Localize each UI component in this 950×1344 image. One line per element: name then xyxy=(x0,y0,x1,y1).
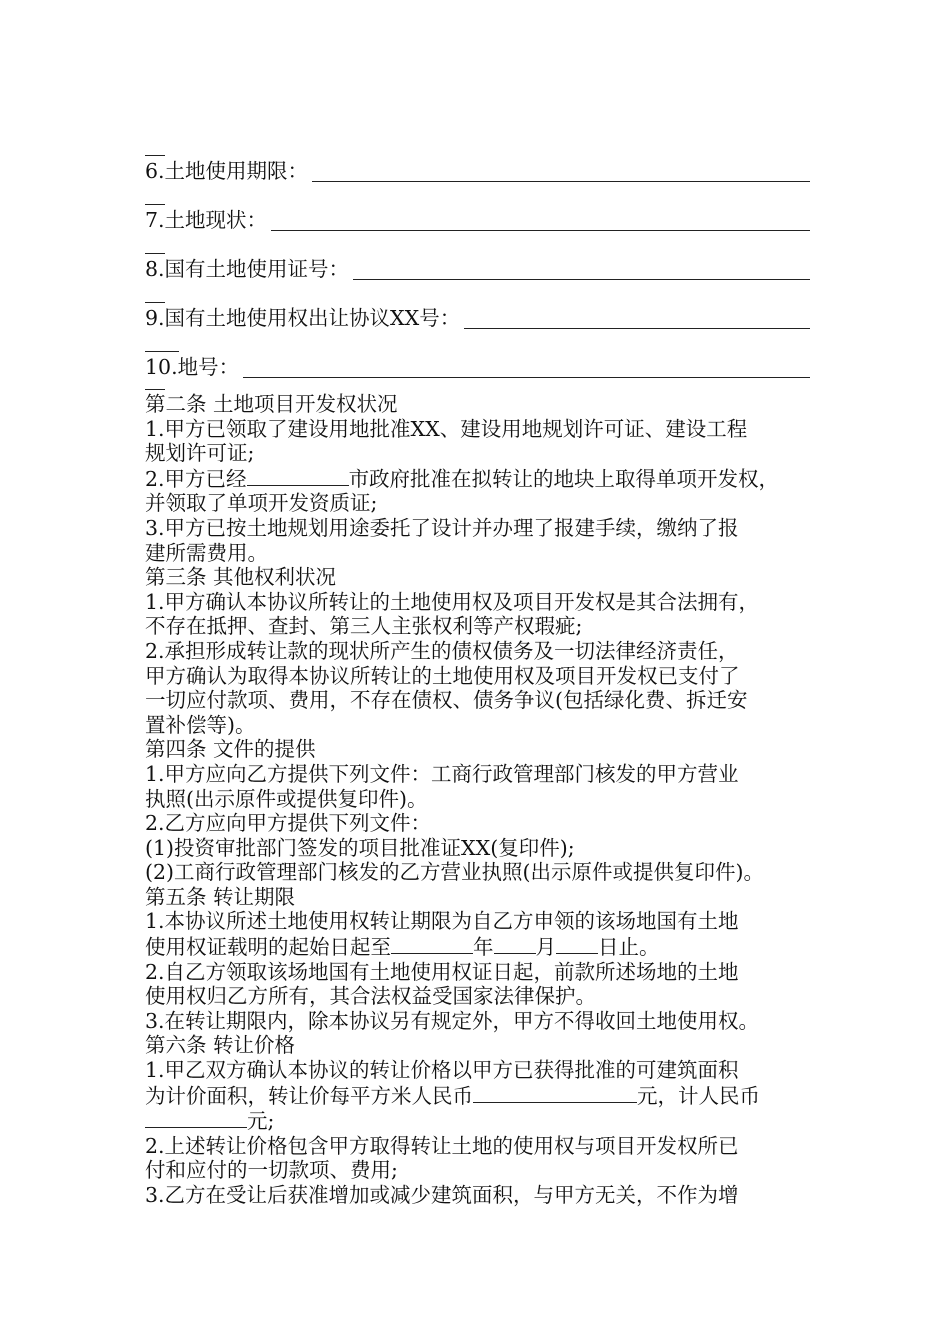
field-label: 9.国有土地使用权出让协议XX号： xyxy=(145,306,461,331)
fill-in-blank[interactable] xyxy=(353,278,810,280)
article-3-line: 2.承担形成转让款的现状所产生的债权债务及一切法律经济责任， xyxy=(145,638,739,663)
article-6-line: 付和应付的一切款项、费用; xyxy=(145,1158,398,1183)
wrapped-underline-stub xyxy=(145,138,165,156)
article-5-line: 2.自乙方领取该场地国有土地使用权证日起，前款所述场地的土地 xyxy=(145,959,739,984)
article-2-line: 并领取了单项开发资质证; xyxy=(145,491,378,516)
text-segment: 为计价面积，转让价每平方米人民币 xyxy=(145,1083,473,1108)
article-5-line: 3.在转让期限内，除本协议另有规定外，甲方不得收回土地使用权。 xyxy=(145,1008,760,1033)
article-3-line: 甲方确认为取得本协议所转让的土地使用权及项目开发权已支付了 xyxy=(145,663,740,688)
article-4-line: 2.乙方应向甲方提供下列文件： xyxy=(145,811,432,836)
article-4-line: 执照(出示原件或提供复印件)。 xyxy=(145,786,428,811)
article-2-heading: 第二条 土地项目开发权状况 xyxy=(145,392,398,416)
article-3-line: 不存在抵押、查封、第三人主张权利等产权瑕疵; xyxy=(145,614,583,639)
article-6-line xyxy=(145,1108,810,1134)
month-blank[interactable] xyxy=(494,934,536,954)
field-lot-no xyxy=(145,334,810,386)
article-4-heading: 第四条 文件的提供 xyxy=(145,737,316,762)
field-land-use-term xyxy=(145,138,810,187)
field-grant-agreement-no xyxy=(145,285,810,334)
text-segment: 市政府批准在拟转让的地块上取得单项开发权， xyxy=(348,466,780,491)
article-2-line xyxy=(145,466,810,492)
article-2-line: 1.甲方已领取了建设用地批准XX、建设用地规划许可证、建设工程 xyxy=(145,416,748,441)
article-6-line: 1.甲乙双方确认本协议的转让价格以甲方已获得批准的可建筑面积 xyxy=(145,1058,739,1083)
wrapped-underline-stub xyxy=(145,187,165,205)
year-blank[interactable] xyxy=(391,934,473,954)
article-6-heading: 第六条 转让价格 xyxy=(145,1033,296,1058)
text-segment: 日止。 xyxy=(598,935,660,960)
text-segment: 2.甲方已经 xyxy=(145,466,247,491)
price-per-sqm-blank[interactable] xyxy=(473,1083,637,1103)
contract-body xyxy=(145,138,810,1208)
article-2-line: 规划许可证; xyxy=(145,441,255,466)
wrapped-underline-stub xyxy=(145,285,165,303)
field-land-certificate-no xyxy=(145,236,810,285)
field-label: 8.国有土地使用证号： xyxy=(145,257,350,282)
fill-in-blank[interactable] xyxy=(271,229,810,231)
article-4-line: 1.甲方应向乙方提供下列文件：工商行政管理部门核发的甲方营业 xyxy=(145,761,739,786)
total-price-blank[interactable] xyxy=(145,1108,247,1128)
article-3-line: 1.甲方确认本协议所转让的土地使用权及项目开发权是其合法拥有， xyxy=(145,589,760,614)
article-5-line xyxy=(145,934,810,960)
text-segment: 月 xyxy=(535,935,556,960)
fill-in-blank[interactable] xyxy=(464,327,810,329)
text-segment: 年 xyxy=(473,935,494,960)
field-label: 6.土地使用期限： xyxy=(145,159,309,184)
article-2-line: 3.甲方已按土地规划用途委托了设计并办理了报建手续，缴纳了报 xyxy=(145,515,739,540)
wrapped-underline-stub xyxy=(145,334,179,352)
article-5-line: 使用权归乙方所有，其合法权益受国家法律保护。 xyxy=(145,984,596,1009)
article-6-line: 3.乙方在受让后获准增加或减少建筑面积，与甲方无关，不作为增 xyxy=(145,1183,739,1207)
field-label: 7.土地现状： xyxy=(145,208,268,233)
field-land-status xyxy=(145,187,810,236)
article-5-line: 1.本协议所述土地使用权转让期限为自乙方申领的该场地国有土地 xyxy=(145,909,739,934)
article-3-line: 一切应付款项、费用，不存在债权、债务争议(包括绿化费、拆迁安 xyxy=(145,688,748,713)
article-6-line: 2.上述转让价格包含甲方取得转让土地的使用权与项目开发权所已 xyxy=(145,1133,739,1158)
fill-in-blank[interactable] xyxy=(243,376,810,378)
field-label: 10.地号： xyxy=(145,355,240,380)
text-segment: 元; xyxy=(247,1109,275,1134)
day-blank[interactable] xyxy=(556,934,598,954)
article-4-line: (2)工商行政管理部门核发的乙方营业执照(出示原件或提供复印件)。 xyxy=(145,860,765,885)
fill-in-blank[interactable] xyxy=(312,180,810,182)
text-segment: 元，计人民币 xyxy=(637,1083,760,1108)
fill-in-blank[interactable] xyxy=(247,466,349,486)
article-3-line: 置补偿等)。 xyxy=(145,712,256,737)
wrapped-underline-stub xyxy=(145,236,165,254)
article-2-line: 建所需费用。 xyxy=(145,540,268,565)
text-segment: 使用权证载明的起始日起至 xyxy=(145,935,391,960)
article-6-line xyxy=(145,1083,810,1109)
article-3-heading: 第三条 其他权利状况 xyxy=(145,565,337,590)
article-4-line: (1)投资审批部门签发的项目批准证XX(复印件); xyxy=(145,835,575,860)
article-5-heading: 第五条 转让期限 xyxy=(145,884,296,909)
